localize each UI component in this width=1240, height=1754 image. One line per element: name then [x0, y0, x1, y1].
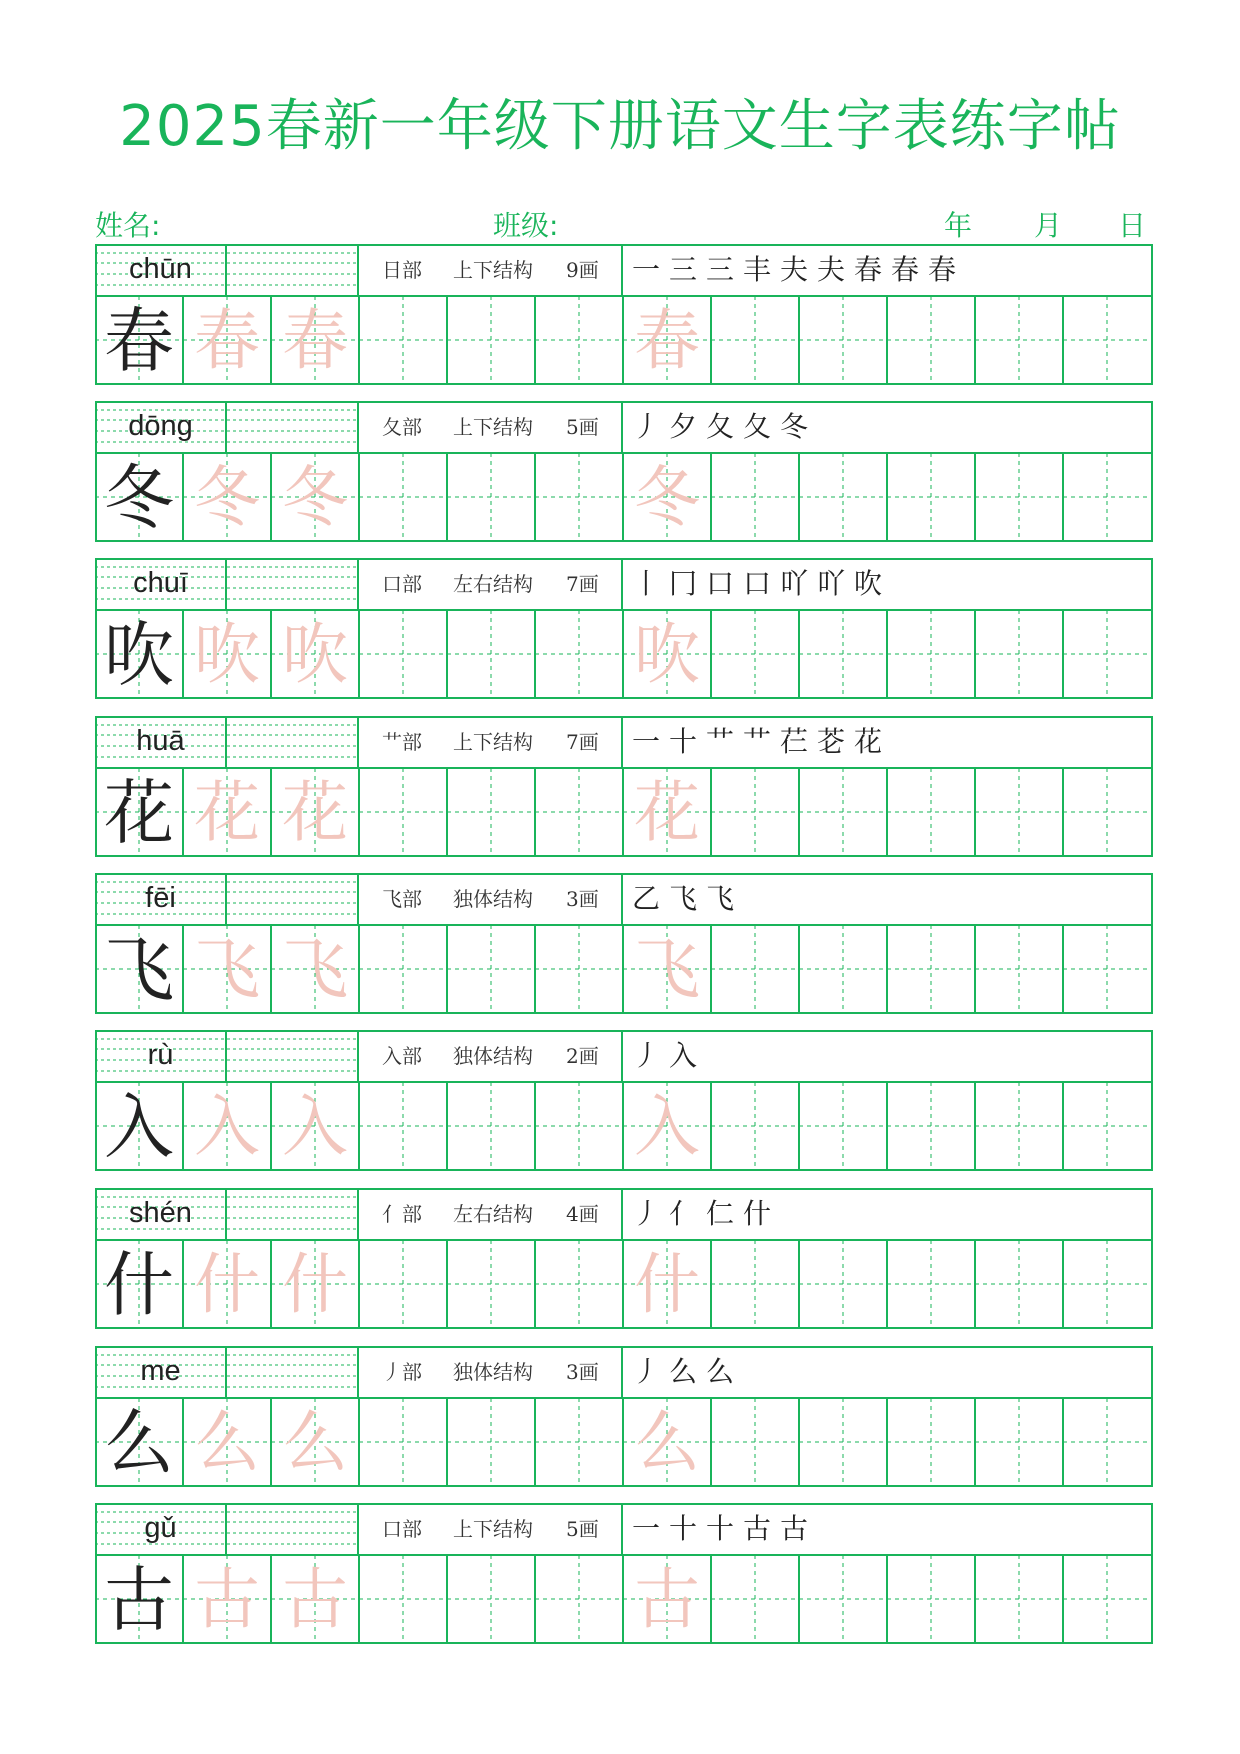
stroke-order-step: 么 — [705, 1355, 734, 1388]
stroke-order-step: 三 — [668, 253, 697, 286]
pinyin-label: shén — [129, 1197, 192, 1229]
trace-character: 什 — [194, 1246, 260, 1323]
trace-character: 飞 — [282, 931, 348, 1008]
trace-character: 入 — [194, 1088, 260, 1165]
pinyin-label: me — [140, 1355, 181, 1387]
stroke-order-step: 夕 — [668, 410, 697, 443]
trace-character: 么 — [634, 1404, 700, 1481]
trace-character: 什 — [282, 1246, 348, 1323]
stroke-count-label: 9画 — [566, 258, 599, 282]
stroke-order-step: 口 — [705, 567, 734, 600]
trace-character: 花 — [634, 774, 700, 851]
practice-row — [95, 873, 1153, 1014]
model-character: 吹 — [104, 614, 174, 696]
stroke-order-step: 口 — [742, 567, 771, 600]
stroke-order-step: 吹 — [853, 567, 882, 600]
stroke-order-step: 一 — [631, 1512, 660, 1545]
stroke-order-step: 冬 — [779, 410, 808, 443]
practice-row — [95, 1188, 1153, 1329]
trace-character: 吹 — [634, 616, 700, 693]
stroke-count-label: 7画 — [566, 730, 599, 754]
model-character: 入 — [104, 1086, 174, 1168]
class-label: 班级: — [493, 209, 559, 242]
model-character: 春 — [104, 300, 174, 382]
stroke-order-step: 花 — [853, 725, 882, 758]
stroke-count-label: 5画 — [566, 415, 599, 439]
stroke-order-step: 艹 — [705, 725, 734, 758]
practice-row — [95, 244, 1153, 385]
stroke-order-step: 丿 — [631, 410, 660, 443]
model-character: 飞 — [104, 929, 174, 1011]
structure-label: 独体结构 — [453, 1044, 533, 1068]
model-character: 古 — [104, 1559, 174, 1641]
pinyin-label: fēi — [145, 882, 176, 914]
model-character: 什 — [104, 1244, 174, 1326]
radical-label: 入部 — [382, 1044, 422, 1068]
trace-character: 春 — [634, 302, 700, 379]
pinyin-label: chuī — [133, 567, 188, 599]
stroke-order-step: 丿 — [631, 1355, 660, 1388]
trace-character: 吹 — [194, 616, 260, 693]
trace-character: 古 — [194, 1561, 260, 1638]
stroke-order-step: 丿 — [631, 1039, 660, 1072]
day-label: 日 — [1118, 209, 1147, 242]
trace-character: 春 — [194, 302, 260, 379]
stroke-count-label: 3画 — [566, 1360, 599, 1384]
stroke-order-step: 吖 — [816, 567, 845, 600]
trace-character: 花 — [194, 774, 260, 851]
model-character: 冬 — [104, 457, 174, 539]
stroke-count-label: 3画 — [566, 887, 599, 911]
practice-row — [95, 558, 1153, 699]
radical-label: 亻部 — [382, 1202, 422, 1226]
structure-label: 上下结构 — [453, 1517, 533, 1541]
pinyin-label: gǔ — [144, 1512, 177, 1544]
trace-character: 花 — [282, 774, 348, 851]
radical-label: 日部 — [382, 258, 422, 282]
practice-row — [95, 1503, 1153, 1644]
stroke-order-step: 夂 — [705, 410, 734, 443]
stroke-order-step: 艹 — [742, 725, 771, 758]
trace-character: 古 — [634, 1561, 700, 1638]
radical-label: 口部 — [382, 1517, 422, 1541]
stroke-order-step: 一 — [631, 725, 660, 758]
radical-label: 口部 — [382, 572, 422, 596]
pinyin-label: dōng — [128, 410, 193, 442]
structure-label: 左右结构 — [453, 1202, 533, 1226]
trace-character: 冬 — [634, 459, 700, 536]
trace-character: 入 — [634, 1088, 700, 1165]
stroke-count-label: 4画 — [566, 1202, 599, 1226]
stroke-order-step: 春 — [927, 253, 956, 286]
page-title: 2025春新一年级下册语文生字表练字帖 — [119, 94, 1121, 159]
month-label: 月 — [1034, 209, 1063, 242]
stroke-order-step: 芢 — [779, 725, 808, 758]
name-label: 姓名: — [95, 209, 161, 242]
practice-row — [95, 1030, 1153, 1171]
trace-character: 冬 — [194, 459, 260, 536]
stroke-order-step: 十 — [705, 1512, 734, 1545]
stroke-order-step: 乙 — [631, 882, 660, 915]
stroke-order-step: 么 — [668, 1355, 697, 1388]
pinyin-label: huā — [136, 725, 185, 757]
practice-row — [95, 716, 1153, 857]
structure-label: 上下结构 — [453, 730, 533, 754]
practice-row — [95, 401, 1153, 542]
model-character: 么 — [104, 1402, 174, 1484]
stroke-count-label: 5画 — [566, 1517, 599, 1541]
stroke-order-step: 夫 — [816, 253, 845, 286]
radical-label: 艹部 — [382, 730, 422, 754]
stroke-order-step: 古 — [779, 1512, 808, 1545]
stroke-order-step: 十 — [668, 1512, 697, 1545]
structure-label: 上下结构 — [453, 258, 533, 282]
stroke-order-step: 吖 — [779, 567, 808, 600]
trace-character: 什 — [634, 1246, 700, 1323]
stroke-order-step: 飞 — [705, 882, 734, 915]
structure-label: 左右结构 — [453, 572, 533, 596]
trace-character: 么 — [194, 1404, 260, 1481]
stroke-order-step: 夫 — [779, 253, 808, 286]
stroke-order-step: 古 — [742, 1512, 771, 1545]
stroke-order-step: 丨 — [631, 567, 660, 600]
stroke-order-step: 春 — [890, 253, 919, 286]
radical-label: 丿部 — [382, 1360, 422, 1384]
stroke-order-step: 丿 — [631, 1197, 660, 1230]
stroke-order-step: 丰 — [742, 253, 771, 286]
stroke-order-step: 冂 — [668, 567, 697, 600]
stroke-order-step: 什 — [742, 1197, 771, 1230]
radical-label: 飞部 — [382, 887, 422, 911]
stroke-order-step: 芲 — [816, 725, 845, 758]
trace-character: 飞 — [634, 931, 700, 1008]
stroke-order-step: 夂 — [742, 410, 771, 443]
year-label: 年 — [944, 209, 973, 242]
structure-label: 独体结构 — [453, 1360, 533, 1384]
stroke-order-step: 一 — [631, 253, 660, 286]
pinyin-label: rù — [147, 1039, 174, 1071]
trace-character: 春 — [282, 302, 348, 379]
trace-character: 吹 — [282, 616, 348, 693]
trace-character: 入 — [282, 1088, 348, 1165]
stroke-order-step: 亻 — [668, 1197, 697, 1230]
stroke-order-step: 三 — [705, 253, 734, 286]
structure-label: 上下结构 — [453, 415, 533, 439]
radical-label: 夂部 — [382, 415, 422, 439]
trace-character: 古 — [282, 1561, 348, 1638]
stroke-count-label: 7画 — [566, 572, 599, 596]
pinyin-label: chūn — [129, 253, 192, 285]
stroke-order-step: 入 — [668, 1039, 697, 1072]
trace-character: 么 — [282, 1404, 348, 1481]
stroke-order-step: 飞 — [668, 882, 697, 915]
trace-character: 冬 — [282, 459, 348, 536]
trace-character: 飞 — [194, 931, 260, 1008]
structure-label: 独体结构 — [453, 887, 533, 911]
stroke-order-step: 春 — [853, 253, 882, 286]
stroke-order-step: 十 — [668, 725, 697, 758]
stroke-count-label: 2画 — [566, 1044, 599, 1068]
practice-row — [95, 1346, 1153, 1487]
stroke-order-step: 仁 — [705, 1197, 734, 1230]
model-character: 花 — [104, 772, 174, 854]
